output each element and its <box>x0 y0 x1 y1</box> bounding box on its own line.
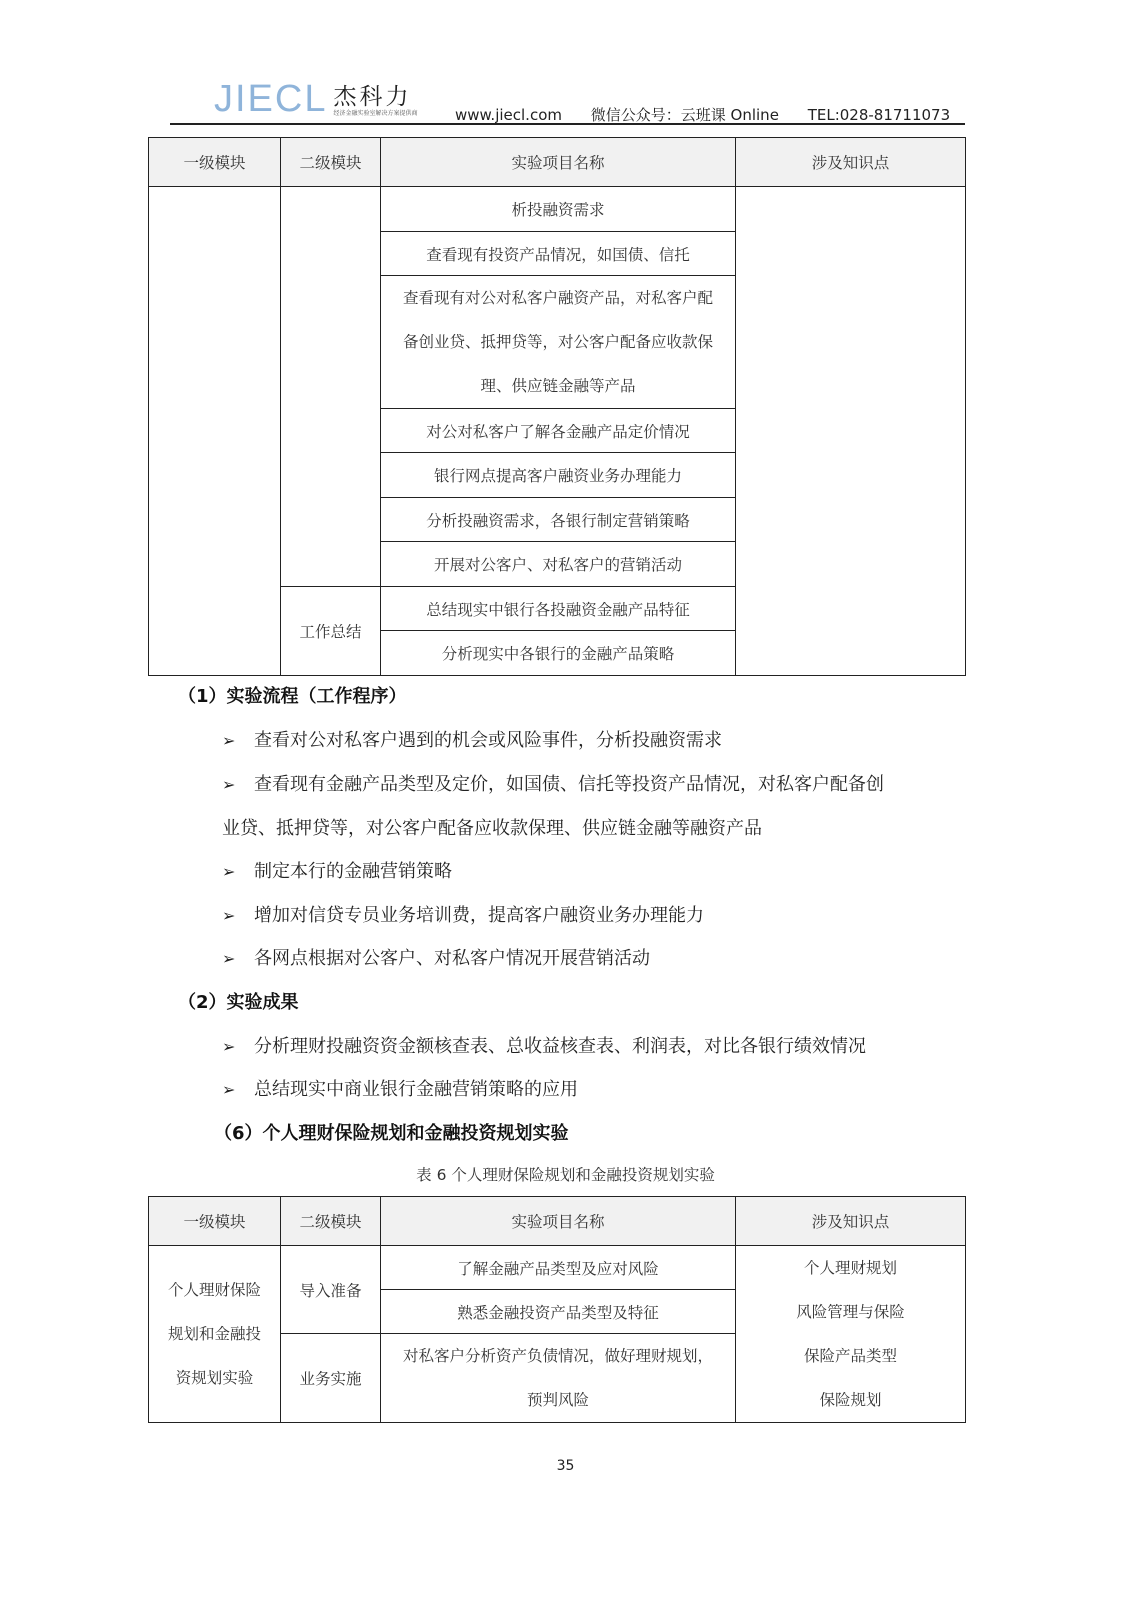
bullet-text: 总结现实中商业银行金融营销策略的应用 <box>254 1079 578 1100</box>
bullet-text: 各网点根据对公客户、对私客户情况开展营销活动 <box>254 948 650 969</box>
table1-item: 分析现实中各银行的金融产品策略 <box>381 631 736 676</box>
bullet-arrow-icon: ➢ <box>222 775 236 794</box>
section2-bullet <box>222 1075 578 1101</box>
bullet-text: 查看对公对私客户遇到的机会或风险事件，分析投融资需求 <box>254 730 722 751</box>
bullet-arrow-icon: ➢ <box>222 906 236 925</box>
table1-item: 析投融资需求 <box>381 187 736 232</box>
bullet-arrow-icon: ➢ <box>222 1037 236 1056</box>
table2-level1-cell <box>149 1246 281 1423</box>
table1-header-project: 实验项目名称 <box>381 138 736 187</box>
table1-item: 查看现有投资产品情况，如国债、信托 <box>381 232 736 276</box>
bullet-text: 分析理财投融资资金额核查表、总收益核查表、利润表，对比各银行绩效情况 <box>254 1036 866 1057</box>
table1-summary-label: 工作总结 <box>281 587 381 676</box>
table1-level2-cell <box>281 187 381 587</box>
header-contact-info <box>455 104 974 125</box>
table2-item: 熟悉金融投资产品类型及特征 <box>381 1290 736 1334</box>
bullet-arrow-icon: ➢ <box>222 862 236 881</box>
table1-header-level1: 一级模块 <box>149 138 281 187</box>
page-number: 35 <box>556 1458 575 1474</box>
bullet-arrow-icon: ➢ <box>222 1080 236 1099</box>
table2-knowledge-line: 保险产品类型 <box>803 1347 897 1365</box>
table2-header-knowledge: 涉及知识点 <box>736 1197 966 1246</box>
table2-level1-line: 规划和金融投 <box>167 1325 261 1343</box>
header-wechat: 微信公众号：云班课 Online <box>590 106 779 124</box>
section6-title: （6）个人理财保险规划和金融投资规划实验 <box>214 1123 569 1144</box>
experiment-table-continued <box>148 137 966 676</box>
section2-title: （2）实验成果 <box>178 992 299 1013</box>
header-website: www.jiecl.com <box>455 106 562 124</box>
table1-item: 总结现实中银行各投融资金融产品特征 <box>381 587 736 631</box>
table2-item: 了解金融产品类型及应对风险 <box>381 1246 736 1290</box>
section1-title: （1）实验流程（工作程序） <box>178 686 407 707</box>
table1-header-knowledge: 涉及知识点 <box>736 138 966 187</box>
section1-bullet <box>222 944 650 970</box>
experiment-table-6 <box>148 1196 966 1423</box>
bullet-text: 制定本行的金融营销策略 <box>254 861 452 882</box>
bullet-text: 查看现有金融产品类型及定价，如国债、信托等投资产品情况，对私客户配备创 <box>254 774 884 795</box>
table1-item-multiline <box>381 276 736 409</box>
table1-item: 开展对公客户、对私客户的营销活动 <box>381 542 736 587</box>
table1-item-line: 查看现有对公对私客户融资产品，对私客户配 <box>402 289 713 307</box>
logo-subtitle: 经济金融实验室解决方案提供商 <box>333 110 418 117</box>
logo-latin-text: JIECL <box>214 78 328 120</box>
table2-level2-implement: 业务实施 <box>281 1334 381 1423</box>
bullet-text: 增加对信贷专员业务培训费，提高客户融资业务办理能力 <box>254 905 704 926</box>
table2-level1-line: 资规划实验 <box>175 1369 254 1387</box>
table1-item-line: 理、供应链金融等产品 <box>480 377 636 395</box>
section1-bullet <box>222 726 722 752</box>
table2-knowledge-line: 个人理财规划 <box>803 1259 897 1277</box>
table1-item: 对公对私客户了解各金融产品定价情况 <box>381 409 736 453</box>
table2-header-level1: 一级模块 <box>149 1197 281 1246</box>
table2-knowledge-line: 保险规划 <box>819 1391 882 1409</box>
table2-knowledge-line: 风险管理与保险 <box>796 1303 905 1321</box>
table1-item: 银行网点提高客户融资业务办理能力 <box>381 453 736 498</box>
table1-item-line: 备创业贷、抵押贷等，对公客户配备应收款保 <box>402 333 713 351</box>
table2-item-line: 预判风险 <box>526 1391 589 1409</box>
table2-level2-import: 导入准备 <box>281 1246 381 1334</box>
section1-bullet <box>222 770 884 796</box>
header-tel: TEL:028-81711073 <box>807 106 951 124</box>
table2-level1-line: 个人理财保险 <box>167 1281 261 1299</box>
section1-bullet <box>222 901 704 927</box>
table2-knowledge-cell <box>736 1246 966 1423</box>
header-rule <box>170 123 965 125</box>
bullet-arrow-icon: ➢ <box>222 949 236 968</box>
table1-level1-cell <box>149 187 281 676</box>
company-logo <box>214 80 418 118</box>
section1-bullet <box>222 857 452 883</box>
table1-knowledge-cell <box>736 187 966 676</box>
table2-item-multiline <box>381 1334 736 1423</box>
table2-item-line: 对私客户分析资产负债情况，做好理财规划， <box>402 1347 713 1365</box>
logo-chinese-text: 杰科力 <box>333 84 412 110</box>
bullet-arrow-icon: ➢ <box>222 731 236 750</box>
table-caption: 表 6 个人理财保险规划和金融投资规划实验 <box>416 1166 715 1184</box>
table2-header-project: 实验项目名称 <box>381 1197 736 1246</box>
table1-header-level2: 二级模块 <box>281 138 381 187</box>
table1-item: 分析投融资需求，各银行制定营销策略 <box>381 498 736 542</box>
bullet-continuation: 业贷、抵押贷等，对公客户配备应收款保理、供应链金融等融资产品 <box>222 818 762 839</box>
page-header <box>170 76 965 126</box>
section2-bullet <box>222 1032 866 1058</box>
table2-header-level2: 二级模块 <box>281 1197 381 1246</box>
